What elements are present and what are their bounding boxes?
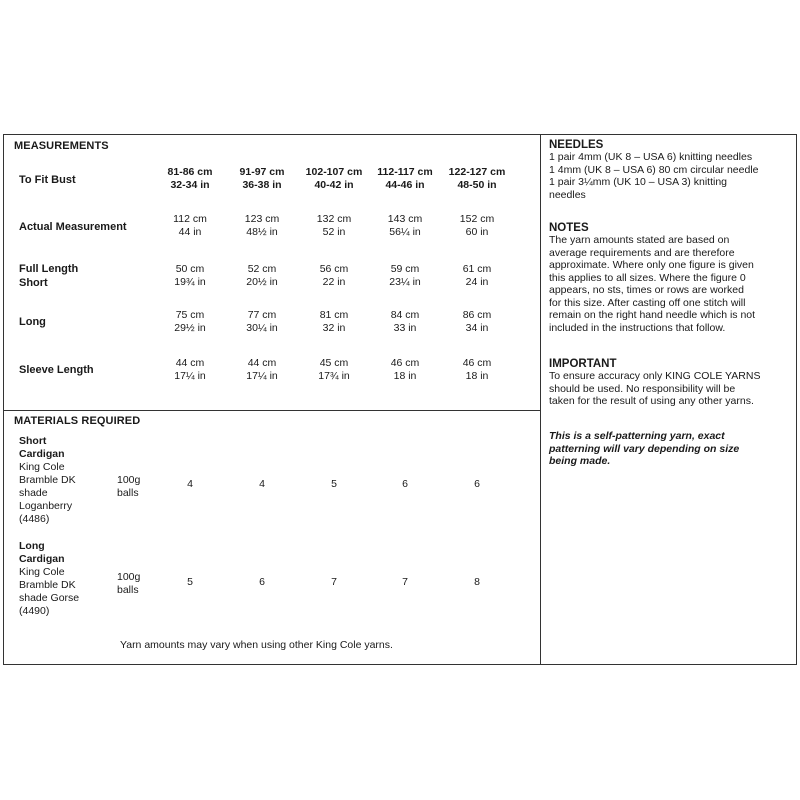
measurements-title: MEASUREMENTS <box>14 140 109 152</box>
measurement-cell: 112 cm 44 in <box>173 213 207 238</box>
measurement-cell: 56 cm 22 in <box>319 263 349 288</box>
material-short-cardigan: Short Cardigan King Cole Bramble DK shade Loganberry (4486) <box>19 435 76 525</box>
material-quantity: 4 <box>187 478 193 490</box>
material-quantity: 4 <box>259 478 265 490</box>
row-label-sleeve-length: Sleeve Length <box>19 364 94 376</box>
important-title: IMPORTANT <box>549 358 617 370</box>
pattern-info-table <box>3 134 797 665</box>
important-section: IMPORTANT To ensure accuracy only KING COLE YARNS should be used. No responsibility will be taken for the result of using any other yarns. <box>549 358 794 408</box>
measurement-cell: 84 cm 33 in <box>390 309 420 334</box>
material-unit: 100g balls <box>117 571 141 596</box>
measurement-cell: 52 cm 20½ in <box>246 263 278 288</box>
measurement-cell: 75 cm 29½ in <box>174 309 206 334</box>
size-header: 81-86 cm 32-34 in <box>167 166 213 191</box>
measurement-cell: 46 cm 18 in <box>390 357 420 382</box>
to-fit-bust-label: To Fit Bust <box>19 174 76 186</box>
yarn-footnote: Yarn amounts may vary when using other King Cole yarns. <box>120 639 393 651</box>
measurement-cell: 123 cm 48½ in <box>244 213 280 238</box>
measurement-cell: 44 cm 17¼ in <box>246 357 278 382</box>
size-header: 91-97 cm 36-38 in <box>239 166 285 191</box>
row-label-full-length: Full Length Short <box>19 263 79 289</box>
notes-section: NOTES The yarn amounts stated are based on average requirements and are therefore approximate. Where only one figure is given this applies to all sizes. Where the figure 0 appears, no sts, times or rows are worked for this size. After casting off one stitch will remain on the right hand needle which is not included in the instructions that follow. <box>549 222 794 334</box>
row-label-long: Long <box>19 316 46 328</box>
measurement-cell: 143 cm 56¼ in <box>387 213 423 238</box>
measurement-cell: 152 cm 60 in <box>459 213 495 238</box>
measurement-cell: 50 cm 19¾ in <box>174 263 206 288</box>
measurement-cell: 86 cm 34 in <box>462 309 492 334</box>
section-divider <box>4 410 540 411</box>
needles-title: NEEDLES <box>549 139 604 151</box>
material-quantity: 8 <box>474 576 480 588</box>
size-header: 122-127 cm 48-50 in <box>448 166 506 191</box>
materials-title: MATERIALS REQUIRED <box>14 415 141 427</box>
measurement-cell: 81 cm 32 in <box>319 309 349 334</box>
size-header: 112-117 cm 44-46 in <box>377 166 433 191</box>
material-quantity: 6 <box>402 478 408 490</box>
material-quantity: 7 <box>402 576 408 588</box>
self-patterning-note: This is a self-patterning yarn, exact patterning will vary depending on size being made. <box>549 430 740 467</box>
material-long-cardigan: Long Cardigan King Cole Bramble DK shade Gorse (4490) <box>19 540 80 617</box>
material-quantity: 7 <box>331 576 337 588</box>
measurement-cell: 77 cm 30¼ in <box>246 309 278 334</box>
material-quantity: 5 <box>187 576 193 588</box>
measurement-cell: 46 cm 18 in <box>462 357 492 382</box>
material-quantity: 6 <box>474 478 480 490</box>
measurement-cell: 44 cm 17¼ in <box>174 357 206 382</box>
measurement-cell: 132 cm 52 in <box>316 213 352 238</box>
column-divider <box>540 135 541 664</box>
material-quantity: 6 <box>259 576 265 588</box>
size-header: 102-107 cm 40-42 in <box>305 166 363 191</box>
notes-title: NOTES <box>549 222 589 234</box>
measurement-cell: 59 cm 23¼ in <box>389 263 421 288</box>
measurement-cell: 45 cm 17¾ in <box>318 357 350 382</box>
needles-section: NEEDLES 1 pair 4mm (UK 8 – USA 6) knitting needles 1 4mm (UK 8 – USA 6) 80 cm circular needle 1 pair 3¼mm (UK 10 – USA 3) knitting needles <box>549 139 794 201</box>
row-label-actual-measurement: Actual Measurement <box>19 221 127 233</box>
measurement-cell: 61 cm 24 in <box>462 263 492 288</box>
material-unit: 100g balls <box>117 474 141 499</box>
material-quantity: 5 <box>331 478 337 490</box>
